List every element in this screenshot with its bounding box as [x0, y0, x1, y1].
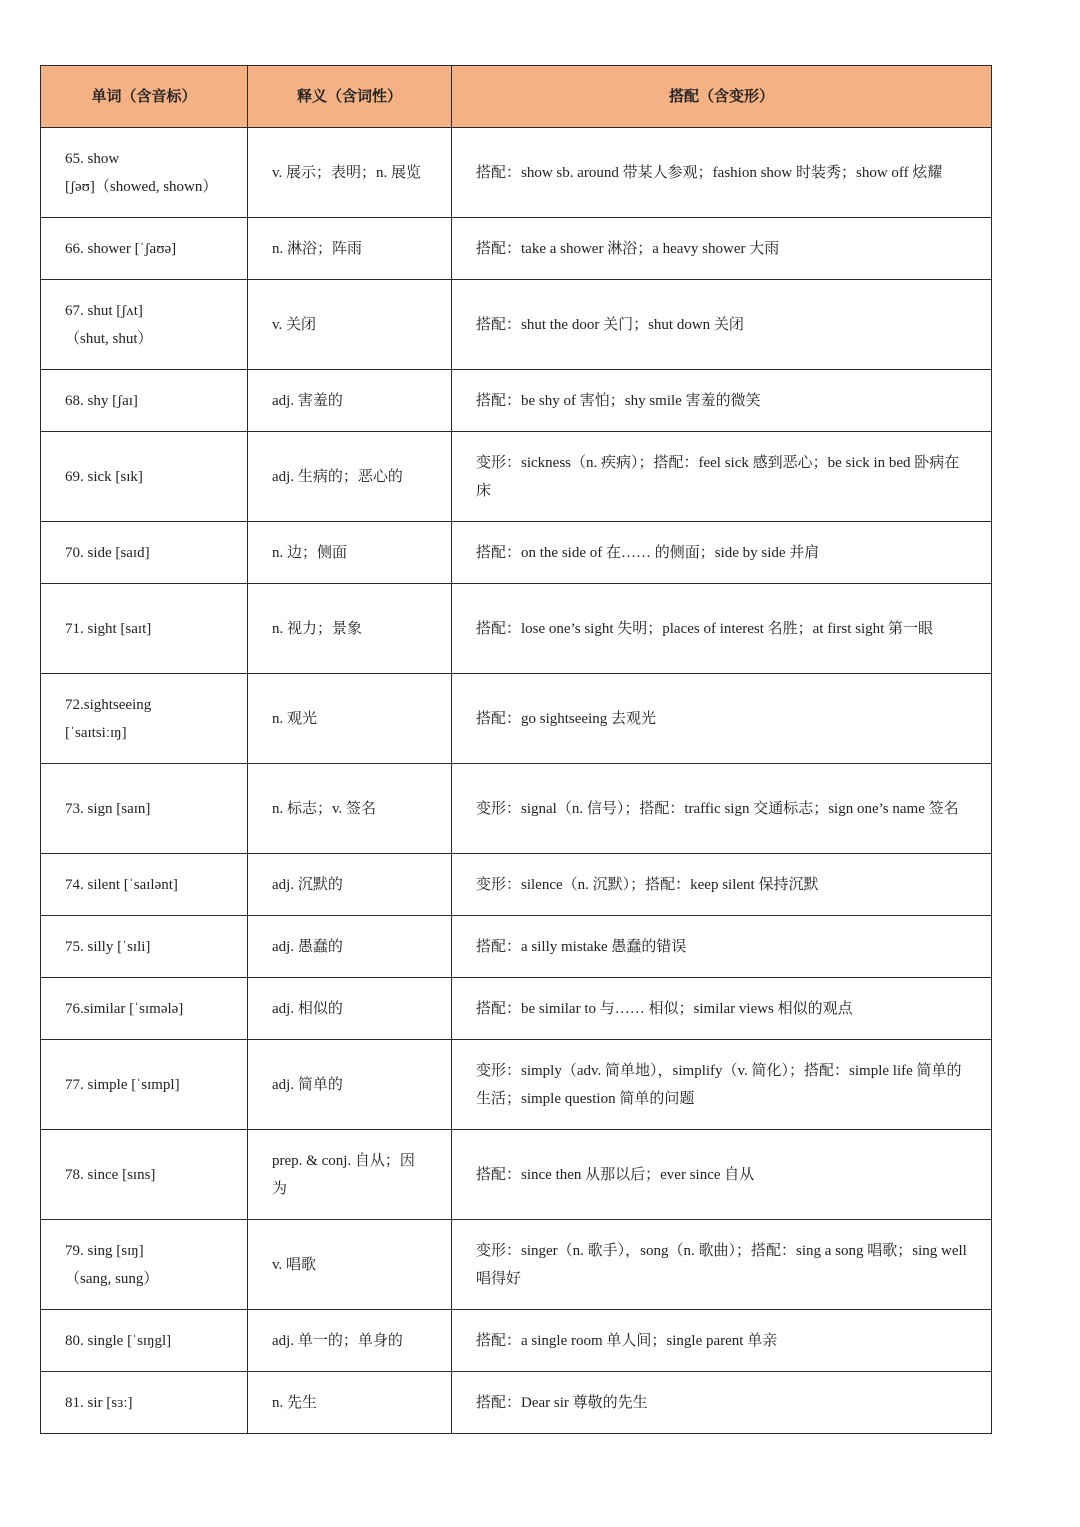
collocation-cell: 变形：singer（n. 歌手），song（n. 歌曲）；搭配：sing a song 唱歌；sing well 唱得好 [452, 1220, 992, 1310]
meaning-cell: v. 关闭 [248, 280, 452, 370]
table-row [41, 432, 992, 522]
word-cell [41, 916, 248, 978]
header-meaning: 释义（含词性） [248, 66, 452, 128]
word-text: 81. sir [sɜː] [65, 1394, 133, 1411]
collocation-cell: 搭配：be similar to 与…… 相似；similar views 相似的观点 [452, 978, 992, 1040]
word-cell [41, 432, 248, 522]
word-cell [41, 218, 248, 280]
table-row [41, 370, 992, 432]
collocation-cell: 变形：signal（n. 信号）；搭配：traffic sign 交通标志；sign one’s name 签名 [452, 764, 992, 854]
word-text: 70. side [saɪd] [65, 544, 150, 561]
word-forms-text: （shut, shut） [65, 330, 153, 347]
word-forms-text: [ˈsaɪtsiːɪŋ] [65, 724, 127, 741]
word-text: 72.sightseeing [65, 696, 152, 713]
table-row [41, 978, 992, 1040]
collocation-cell: 变形：sickness（n. 疾病）；搭配：feel sick 感到恶心；be sick in bed 卧病在床 [452, 432, 992, 522]
vocabulary-table [40, 65, 992, 1434]
word-cell [41, 522, 248, 584]
table-row [41, 854, 992, 916]
collocation-cell: 搭配：on the side of 在…… 的侧面；side by side 并肩 [452, 522, 992, 584]
collocation-cell: 搭配：go sightseeing 去观光 [452, 674, 992, 764]
word-forms-text: （sang, sung） [65, 1270, 159, 1287]
table-body [41, 128, 992, 1434]
word-cell [41, 584, 248, 674]
meaning-cell: adj. 单一的；单身的 [248, 1310, 452, 1372]
word-text: 67. shut [ʃʌt] [65, 302, 143, 319]
word-cell [41, 1220, 248, 1310]
collocation-cell: 搭配：a single room 单人间；single parent 单亲 [452, 1310, 992, 1372]
word-cell [41, 370, 248, 432]
word-cell [41, 1130, 248, 1220]
collocation-cell: 搭配：since then 从那以后；ever since 自从 [452, 1130, 992, 1220]
collocation-cell: 搭配：take a shower 淋浴；a heavy shower 大雨 [452, 218, 992, 280]
word-text: 65. show [65, 150, 120, 167]
word-text: 69. sick [sɪk] [65, 468, 143, 485]
word-text: 80. single [ˈsɪŋgl] [65, 1332, 172, 1349]
collocation-cell: 搭配：a silly mistake 愚蠢的错误 [452, 916, 992, 978]
word-cell [41, 674, 248, 764]
table-row [41, 584, 992, 674]
table-row [41, 1130, 992, 1220]
header-word: 单词（含音标） [41, 66, 248, 128]
collocation-cell: 搭配：be shy of 害怕；shy smile 害羞的微笑 [452, 370, 992, 432]
table-row [41, 218, 992, 280]
word-text: 71. sight [saɪt] [65, 620, 152, 637]
table-row [41, 280, 992, 370]
meaning-cell: n. 观光 [248, 674, 452, 764]
collocation-cell: 搭配：lose one’s sight 失明；places of interest 名胜；at first sight 第一眼 [452, 584, 992, 674]
meaning-cell: n. 边；侧面 [248, 522, 452, 584]
table-row [41, 916, 992, 978]
table-row [41, 1220, 992, 1310]
word-text: 75. silly [ˈsɪli] [65, 938, 151, 955]
word-cell [41, 1040, 248, 1130]
meaning-cell: n. 淋浴；阵雨 [248, 218, 452, 280]
meaning-cell: adj. 愚蠢的 [248, 916, 452, 978]
meaning-cell: v. 展示；表明；n. 展览 [248, 128, 452, 218]
word-text: 77. simple [ˈsɪmpl] [65, 1076, 180, 1093]
word-text: 76.similar [ˈsɪmələ] [65, 1000, 184, 1017]
collocation-cell: 变形：silence（n. 沉默）；搭配：keep silent 保持沉默 [452, 854, 992, 916]
meaning-cell: adj. 相似的 [248, 978, 452, 1040]
word-cell [41, 128, 248, 218]
table-header-row [41, 66, 992, 128]
meaning-cell: adj. 沉默的 [248, 854, 452, 916]
table-row [41, 764, 992, 854]
word-cell [41, 1310, 248, 1372]
word-text: 66. shower [ˈʃaʊə] [65, 240, 177, 257]
meaning-cell: n. 标志；v. 签名 [248, 764, 452, 854]
table-row [41, 674, 992, 764]
meaning-cell: n. 视力；景象 [248, 584, 452, 674]
meaning-cell: v. 唱歌 [248, 1220, 452, 1310]
word-forms-text: [ʃəʊ]（showed, shown） [65, 178, 218, 195]
word-cell [41, 854, 248, 916]
table-row [41, 1040, 992, 1130]
collocation-cell: 搭配：Dear sir 尊敬的先生 [452, 1372, 992, 1434]
word-cell [41, 1372, 248, 1434]
meaning-cell: prep. & conj. 自从；因为 [248, 1130, 452, 1220]
table-row [41, 1372, 992, 1434]
meaning-cell: adj. 害羞的 [248, 370, 452, 432]
word-text: 74. silent [ˈsaɪlənt] [65, 876, 178, 893]
meaning-cell: adj. 生病的；恶心的 [248, 432, 452, 522]
collocation-cell: 搭配：show sb. around 带某人参观；fashion show 时装秀；show off 炫耀 [452, 128, 992, 218]
word-text: 73. sign [saɪn] [65, 800, 151, 817]
meaning-cell: n. 先生 [248, 1372, 452, 1434]
collocation-cell: 搭配：shut the door 关门；shut down 关闭 [452, 280, 992, 370]
word-text: 78. since [sɪns] [65, 1166, 156, 1183]
word-cell [41, 764, 248, 854]
word-text: 68. shy [ʃaɪ] [65, 392, 138, 409]
header-collocation: 搭配（含变形） [452, 66, 992, 128]
word-text: 79. sing [sɪŋ] [65, 1242, 144, 1259]
collocation-cell: 变形：simply（adv. 简单地），simplify（v. 简化）；搭配：simple life 简单的生活；simple question 简单的问题 [452, 1040, 992, 1130]
table-row [41, 128, 992, 218]
word-cell [41, 978, 248, 1040]
word-cell [41, 280, 248, 370]
table-row [41, 1310, 992, 1372]
table-row [41, 522, 992, 584]
meaning-cell: adj. 简单的 [248, 1040, 452, 1130]
